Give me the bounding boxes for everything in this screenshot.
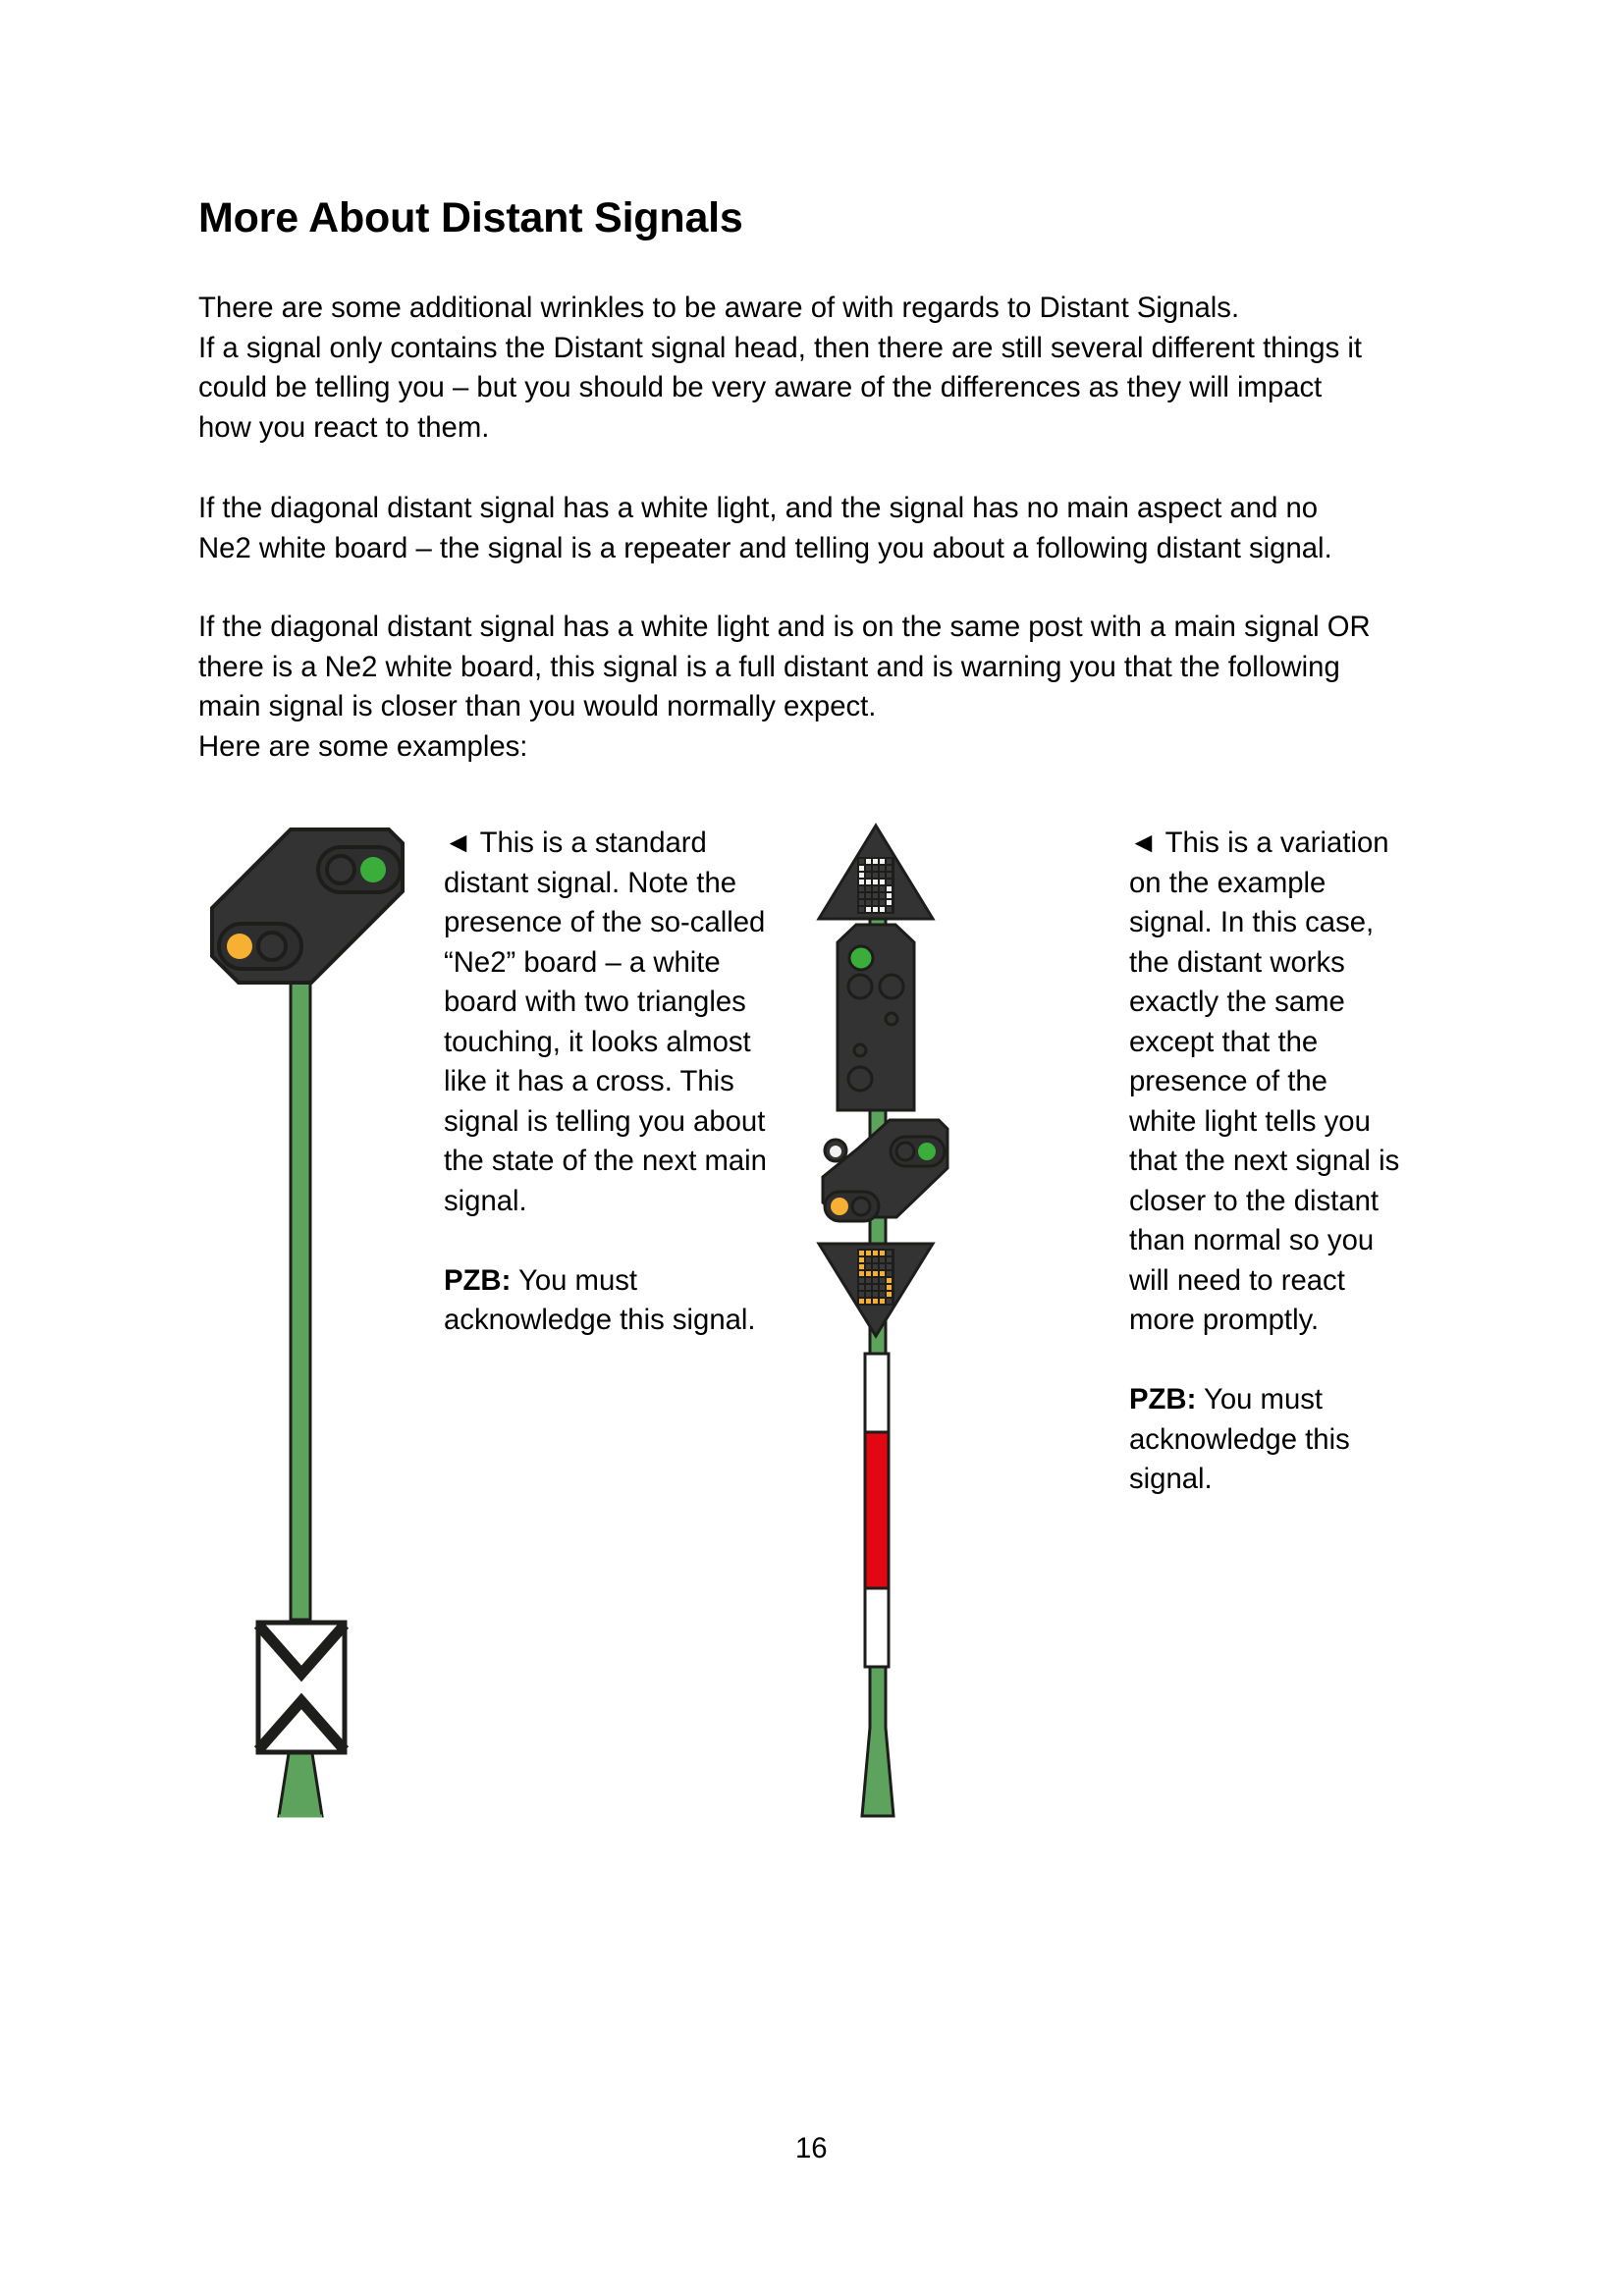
matrix-dot [880, 900, 885, 905]
text-line: presence of the [1129, 1065, 1327, 1097]
text-line: If a signal only contains the Distant signal head, then there are still several different things it [198, 331, 1363, 364]
matrix-dot [866, 1292, 871, 1297]
text-line: board with two triangles [444, 986, 746, 1018]
matrix-dot [887, 907, 892, 912]
text-line: You must [1196, 1383, 1324, 1415]
text-line: closer to the distant [1129, 1184, 1380, 1217]
intro-paragraph [198, 289, 1465, 448]
matrix-dot [866, 886, 871, 891]
matrix-dot [873, 1292, 878, 1297]
matrix-dot [866, 1271, 871, 1276]
text-line: will need to react [1129, 1263, 1345, 1297]
matrix-dot [887, 1285, 892, 1290]
matrix-dot [873, 1264, 878, 1269]
lamp-dark [896, 1143, 914, 1160]
matrix-dot [873, 859, 878, 864]
text-line: ◄ This is a variation [1129, 827, 1389, 859]
matrix-dot [887, 886, 892, 891]
speed-indicator-triangle [819, 826, 933, 919]
matrix-dot [859, 886, 864, 891]
matrix-dot [866, 1285, 871, 1290]
lamp-dark [327, 856, 354, 883]
text-line: that the next signal is [1129, 1145, 1400, 1177]
matrix-dot [859, 859, 864, 864]
text-line: ◄ This is a standard [444, 827, 707, 859]
distant-signal-head [823, 1120, 947, 1221]
matrix-dot [873, 1271, 878, 1276]
matrix-dot [873, 1278, 878, 1283]
matrix-dot [866, 880, 871, 884]
matrix-dot [880, 886, 885, 891]
text-line: signal is telling you about [444, 1104, 766, 1138]
matrix-dot [880, 859, 885, 864]
matrix-dot [880, 1285, 885, 1290]
matrix-dot [866, 900, 871, 905]
matrix-dot [859, 1285, 864, 1290]
matrix-dot [887, 893, 892, 898]
speed-digit-dots [859, 859, 892, 912]
matrix-dot [887, 900, 892, 905]
matrix-dot [859, 1264, 864, 1269]
text-line: on the example [1129, 866, 1326, 899]
text-line: signal. [1129, 1463, 1213, 1495]
lamp-dark [886, 1013, 897, 1025]
matrix-dot [866, 1299, 871, 1304]
pzb-note [444, 1261, 767, 1302]
matrix-dot [873, 1251, 878, 1255]
matrix-dot [859, 866, 864, 871]
matrix-dot [873, 893, 878, 898]
repeater-paragraph [198, 489, 1465, 568]
text-line: distant signal. Note the [444, 866, 737, 899]
lamp-dark [852, 1198, 870, 1215]
text-line: If the diagonal distant signal has a white light, and the signal has no main aspect and no [198, 492, 1319, 524]
matrix-dot [866, 866, 871, 871]
text-line: touching, it looks almost [444, 1025, 751, 1058]
matrix-dot [873, 880, 878, 884]
matrix-dot [880, 880, 885, 884]
matrix-dot [887, 880, 892, 884]
text-line: than normal so you [1129, 1224, 1375, 1256]
matrix-dot [880, 1299, 885, 1304]
speed-warning-triangle [819, 1244, 933, 1336]
matrix-dot [866, 893, 871, 898]
pzb-label: PZB: [1129, 1383, 1197, 1415]
lamp-white [830, 1146, 841, 1157]
matrix-dot [873, 1299, 878, 1304]
matrix-dot [887, 1299, 892, 1304]
matrix-dot [859, 893, 864, 898]
lamp-dark [848, 975, 872, 998]
matrix-dot [866, 1278, 871, 1283]
text-line: there is a Ne2 white board, this signal is a full distant and is warning you that the following [198, 650, 1340, 683]
lamp-yellow [227, 934, 252, 959]
matrix-dot [887, 873, 892, 878]
matrix-dot [859, 1257, 864, 1262]
pzb-label: PZB: [444, 1263, 512, 1297]
full-distant-paragraph [198, 608, 1465, 767]
lamp-dark [854, 1044, 866, 1056]
matrix-dot [880, 1292, 885, 1297]
matrix-dot [873, 907, 878, 912]
matrix-dot [866, 907, 871, 912]
matrix-dot [873, 886, 878, 891]
text-line: presence of the so-called [444, 906, 766, 938]
speed-digit-dots [859, 1251, 892, 1304]
matrix-dot [880, 893, 885, 898]
text-line: main signal is closer than you would normally expect. [198, 690, 877, 722]
matrix-dot [859, 1251, 864, 1255]
matrix-dot [866, 859, 871, 864]
matrix-dot [866, 873, 871, 878]
matrix-dot [859, 907, 864, 912]
text-line: If the diagonal distant signal has a white light and is on the same post with a main signal OR [198, 611, 1371, 643]
matrix-dot [866, 1251, 871, 1255]
pzb-note [1129, 1380, 1399, 1420]
matrix-dot [866, 1264, 871, 1269]
text-line: white light tells you [1129, 1104, 1371, 1138]
ne2-board-icon [258, 1623, 345, 1752]
matrix-dot [880, 1264, 885, 1269]
text-line: like it has a cross. This [444, 1065, 734, 1097]
text-line: “Ne2” board – a white [444, 945, 721, 979]
text-line: more promptly. [1129, 1304, 1320, 1336]
matrix-dot [859, 1299, 864, 1304]
text-line: signal. [444, 1184, 527, 1217]
lamp-green [918, 1143, 936, 1160]
matrix-dot [873, 1257, 878, 1262]
matrix-dot [859, 873, 864, 878]
distant-signal-head [212, 829, 403, 983]
matrix-dot [880, 1251, 885, 1255]
matrix-dot [859, 900, 864, 905]
lamp-green [360, 857, 386, 882]
text-line: how you react to them. [198, 410, 490, 444]
post [279, 972, 322, 1816]
matrix-dot [873, 900, 878, 905]
main-signal-head [838, 925, 914, 1110]
text-line: except that the [1129, 1025, 1319, 1058]
text-line: Ne2 white board – the signal is a repeater and telling you about a following distant signal. [198, 531, 1332, 564]
text-line: acknowledge this [1129, 1422, 1350, 1456]
matrix-dot [866, 1257, 871, 1262]
lamp-dark [848, 1067, 872, 1091]
text-line: There are some additional wrinkles to be aware of with regards to Distant Signals. [198, 292, 1240, 324]
text-line: acknowledge this signal. [444, 1304, 756, 1336]
example-1-caption [444, 824, 767, 1341]
page-title: More About Distant Signals [198, 194, 743, 241]
matrix-dot [887, 866, 892, 871]
matrix-dot [887, 1257, 892, 1262]
matrix-dot [873, 1285, 878, 1290]
text-line: exactly the same [1129, 986, 1345, 1018]
page-number: 16 [795, 2132, 828, 2164]
matrix-dot [887, 1271, 892, 1276]
example-2-caption [1129, 824, 1399, 1500]
matrix-dot [859, 880, 864, 884]
lamp-yellow [831, 1198, 848, 1215]
matrix-dot [880, 1271, 885, 1276]
post [862, 908, 893, 1816]
mast-marker [865, 1354, 889, 1667]
matrix-dot [887, 1292, 892, 1297]
matrix-dot [887, 1251, 892, 1255]
lamp-dark [258, 933, 286, 960]
matrix-dot [873, 866, 878, 871]
matrix-dot [887, 1278, 892, 1283]
matrix-dot [880, 1278, 885, 1283]
matrix-dot [880, 907, 885, 912]
lamp-dark [880, 975, 903, 998]
text-line: You must [511, 1263, 638, 1297]
text-line: the distant works [1129, 945, 1345, 979]
lamp-green [849, 946, 873, 970]
text-line: could be telling you – but you should be very aware of the differences as they will impact [198, 371, 1323, 403]
text-line: Here are some examples: [198, 729, 528, 763]
text-line: signal. In this case, [1129, 906, 1375, 938]
matrix-dot [859, 1278, 864, 1283]
text-line: the state of the next main [444, 1145, 767, 1177]
matrix-dot [873, 873, 878, 878]
matrix-dot [880, 1257, 885, 1262]
matrix-dot [880, 873, 885, 878]
matrix-dot [887, 859, 892, 864]
matrix-dot [880, 866, 885, 871]
matrix-dot [859, 1292, 864, 1297]
matrix-dot [887, 1264, 892, 1269]
matrix-dot [859, 1271, 864, 1276]
